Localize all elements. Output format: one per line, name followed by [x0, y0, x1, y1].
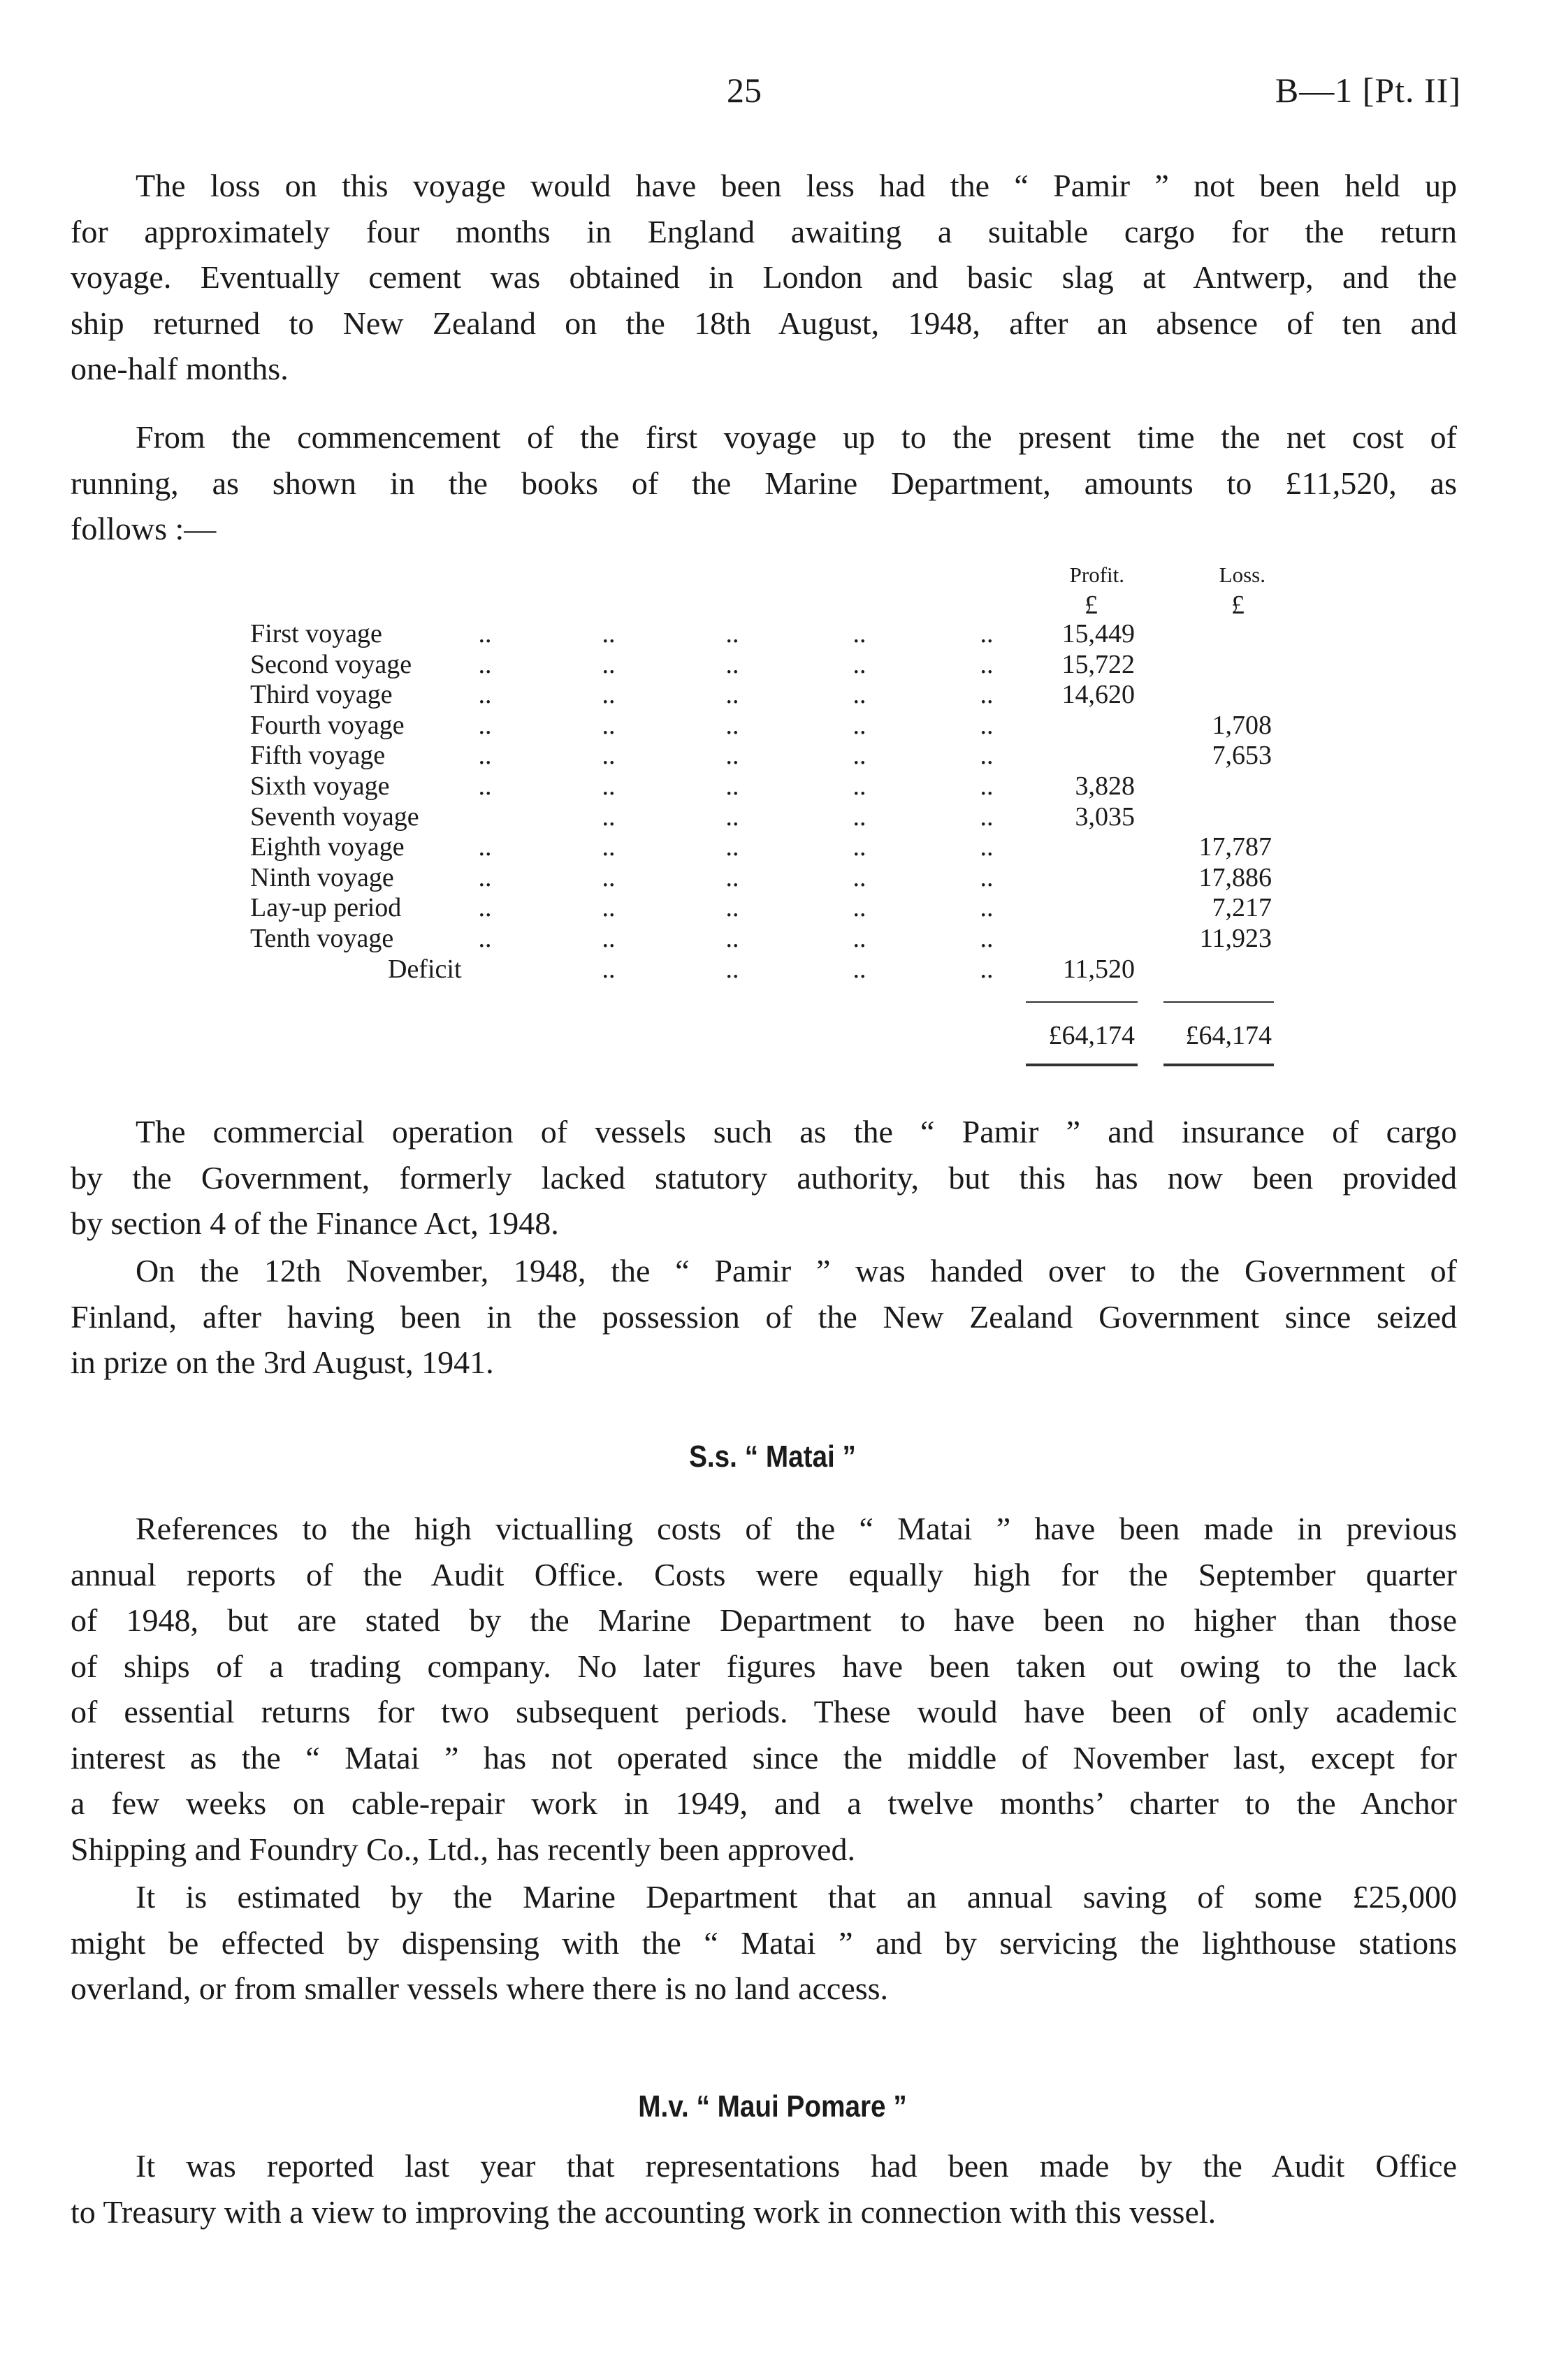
table-row: [0, 679, 1545, 710]
profit-value: 11,520: [1062, 954, 1135, 984]
text-line: one-half months.: [71, 351, 289, 386]
leader-dots: ..: [725, 924, 739, 953]
leader-dots: ..: [602, 832, 616, 862]
leader-dots: ..: [853, 832, 866, 862]
table-row: [0, 892, 1545, 923]
row-label: Sixth voyage: [250, 771, 390, 801]
leader-dots: ..: [602, 649, 616, 679]
leader-dots: ..: [602, 680, 616, 710]
row-label: Second voyage: [250, 649, 412, 679]
leader-dots: ..: [602, 801, 616, 832]
leader-dots: ..: [478, 619, 492, 648]
leader-dots: ..: [980, 619, 994, 648]
paragraph-handover: [71, 1248, 1457, 1386]
totals-row: [0, 1020, 1545, 1051]
leader-dots: ..: [725, 954, 739, 984]
text-line: a few weeks on cable-repair work in 1949, and a twelve months’ charter to the Anchor: [71, 1785, 1457, 1821]
total-double-rule-loss: [1163, 1064, 1274, 1066]
table-row: [0, 710, 1545, 741]
leader-dots: ..: [980, 954, 994, 984]
leader-dots: ..: [478, 741, 492, 771]
heading-maui-pomare: M.v. “ Maui Pomare ”: [638, 2089, 907, 2124]
leader-dots: ..: [980, 649, 994, 679]
leader-dots: ..: [478, 924, 492, 953]
text-line: to Treasury with a view to improving the accounting work in connection with this vessel.: [71, 2193, 1217, 2230]
row-label: Fifth voyage: [250, 741, 386, 771]
table-row: [0, 740, 1545, 771]
subtotal-rule-profit: [1026, 1001, 1138, 1003]
leader-dots: ..: [980, 924, 994, 953]
profit-value: 3,035: [1075, 801, 1135, 832]
leader-dots: ..: [853, 649, 866, 679]
leader-dots: ..: [725, 741, 739, 771]
leader-dots: ..: [602, 741, 616, 771]
text-line: overland, or from smaller vessels where there is no land access.: [71, 1971, 889, 2006]
loss-value: 7,653: [1212, 741, 1272, 771]
leader-dots: ..: [602, 710, 616, 740]
leader-dots: ..: [980, 710, 994, 740]
leader-dots: ..: [725, 710, 739, 740]
text-line: From the commencement of the first voyage up to the present time the net cost of: [136, 419, 1457, 455]
text-line: might be effected by dispensing with the “ Matai ” and by servicing the lighthouse stations: [71, 1924, 1457, 1961]
text-line: follows :—: [71, 511, 217, 546]
leader-dots: ..: [478, 649, 492, 679]
leader-dots: ..: [602, 619, 616, 648]
row-label: Tenth voyage: [250, 924, 394, 953]
leader-dots: ..: [980, 680, 994, 710]
text-line: On the 12th November, 1948, the “ Pamir ” was handed over to the Government of: [136, 1253, 1457, 1289]
text-line: References to the high victualling costs of the “ Matai ” have been made in previous: [136, 1511, 1457, 1546]
leader-dots: ..: [602, 924, 616, 953]
leader-dots: ..: [980, 893, 994, 923]
loss-value: 17,886: [1198, 862, 1272, 892]
leader-dots: ..: [478, 710, 492, 740]
text-line: ship returned to New Zealand on the 18th August, 1948, after an absence of ten and: [71, 305, 1457, 341]
text-line: Finland, after having been in the possession of the New Zealand Government since seized: [71, 1298, 1457, 1335]
text-line: annual reports of the Audit Office. Costs were equally high for the September quarter: [71, 1556, 1457, 1592]
text-line: by section 4 of the Finance Act, 1948.: [71, 1205, 559, 1241]
leader-dots: ..: [725, 649, 739, 679]
text-line: of ships of a trading company. No later figures have been taken out owing to the lack: [71, 1648, 1457, 1684]
table-row: [0, 649, 1545, 680]
leader-dots: ..: [853, 680, 866, 710]
text-line: It was reported last year that representations had been made by the Audit Office: [136, 2148, 1457, 2184]
text-line: It is estimated by the Marine Department that an annual saving of some £25,000: [136, 1879, 1457, 1915]
leader-dots: ..: [602, 862, 616, 892]
total-profit: £64,174: [1048, 1021, 1135, 1050]
leader-dots: ..: [853, 710, 866, 740]
row-label: Lay-up period: [250, 893, 402, 923]
document-reference: B—1 [Pt. II]: [1275, 71, 1461, 110]
text-line: voyage. Eventually cement was obtained in London and basic slag at Antwerp, and the: [71, 259, 1457, 295]
leader-dots: ..: [725, 619, 739, 648]
leader-dots: ..: [725, 801, 739, 832]
leader-dots: ..: [478, 893, 492, 923]
leader-dots: ..: [602, 954, 616, 984]
leader-dots: ..: [853, 862, 866, 892]
loss-value: 17,787: [1198, 832, 1272, 862]
heading-matai: S.s. “ Matai ”: [689, 1439, 856, 1474]
paragraph-commercial-operation: [71, 1109, 1457, 1247]
leader-dots: ..: [853, 771, 866, 801]
page-number: 25: [727, 71, 762, 110]
total-double-rule-profit: [1026, 1064, 1138, 1066]
currency-header: [0, 590, 1545, 621]
table-row: [0, 954, 1545, 985]
profit-column-header: Profit.: [1069, 563, 1124, 587]
profit-currency: £: [1085, 590, 1098, 620]
profit-value: 14,620: [1061, 680, 1135, 710]
row-label: Ninth voyage: [250, 862, 394, 892]
leader-dots: ..: [725, 832, 739, 862]
table-row: [0, 862, 1545, 893]
leader-dots: ..: [980, 771, 994, 801]
table-row: [0, 618, 1545, 649]
text-line: The loss on this voyage would have been less had the “ Pamir ” not been held up: [136, 168, 1457, 203]
row-label: Eighth voyage: [250, 832, 405, 862]
paragraph-pamir-loss: [71, 163, 1457, 392]
leader-dots: ..: [602, 771, 616, 801]
leader-dots: ..: [980, 832, 994, 862]
leader-dots: ..: [478, 680, 492, 710]
paragraph-maui-pomare: [71, 2143, 1457, 2235]
profit-value: 15,722: [1061, 649, 1135, 679]
leader-dots: ..: [725, 771, 739, 801]
paragraph-matai-saving: [71, 1874, 1457, 2012]
text-line: by the Government, formerly lacked statutory authority, but this has now been provided: [71, 1159, 1457, 1196]
leader-dots: ..: [853, 924, 866, 953]
text-line: in prize on the 3rd August, 1941.: [71, 1344, 494, 1380]
row-label: Seventh voyage: [250, 801, 419, 832]
table-row: [0, 923, 1545, 954]
loss-value: 1,708: [1212, 710, 1272, 740]
text-line: of 1948, but are stated by the Marine Department to have been no higher than those: [71, 1602, 1457, 1638]
leader-dots: ..: [478, 862, 492, 892]
leader-dots: ..: [980, 741, 994, 771]
table-row: [0, 771, 1545, 801]
row-label: Third voyage: [250, 680, 393, 710]
leader-dots: ..: [478, 832, 492, 862]
leader-dots: ..: [602, 893, 616, 923]
text-line: interest as the “ Matai ” has not operated since the middle of November last, except for: [71, 1739, 1457, 1776]
paragraph-matai-costs: [71, 1506, 1457, 1872]
subtotal-rule-loss: [1163, 1001, 1274, 1003]
leader-dots: ..: [725, 680, 739, 710]
total-loss: £64,174: [1185, 1021, 1272, 1050]
leader-dots: ..: [853, 741, 866, 771]
leader-dots: ..: [725, 862, 739, 892]
leader-dots: ..: [853, 619, 866, 648]
row-label: Deficit: [388, 954, 462, 984]
leader-dots: ..: [853, 954, 866, 984]
table-row: [0, 832, 1545, 862]
profit-value: 3,828: [1075, 771, 1135, 801]
text-line: Shipping and Foundry Co., Ltd., has recently been approved.: [71, 1831, 855, 1867]
loss-value: 7,217: [1212, 893, 1272, 923]
leader-dots: ..: [725, 893, 739, 923]
leader-dots: ..: [853, 801, 866, 832]
text-line: running, as shown in the books of the Marine Department, amounts to £11,520, as: [71, 465, 1457, 501]
table-row: [0, 801, 1545, 832]
text-line: of essential returns for two subsequent periods. These would have been of only academic: [71, 1694, 1457, 1729]
loss-column-header: Loss.: [1219, 563, 1265, 587]
paragraph-net-cost: [71, 414, 1457, 552]
loss-currency: £: [1231, 590, 1245, 620]
loss-value: 11,923: [1199, 924, 1272, 953]
row-label: First voyage: [250, 619, 382, 648]
text-line: for approximately four months in England awaiting a suitable cargo for the return: [71, 213, 1457, 249]
leader-dots: ..: [853, 893, 866, 923]
row-label: Fourth voyage: [250, 710, 405, 740]
table-header: [0, 560, 1545, 590]
leader-dots: ..: [980, 801, 994, 832]
leader-dots: ..: [980, 862, 994, 892]
profit-value: 15,449: [1061, 619, 1135, 648]
leader-dots: ..: [478, 771, 492, 801]
text-line: The commercial operation of vessels such as the “ Pamir ” and insurance of cargo: [136, 1114, 1457, 1149]
